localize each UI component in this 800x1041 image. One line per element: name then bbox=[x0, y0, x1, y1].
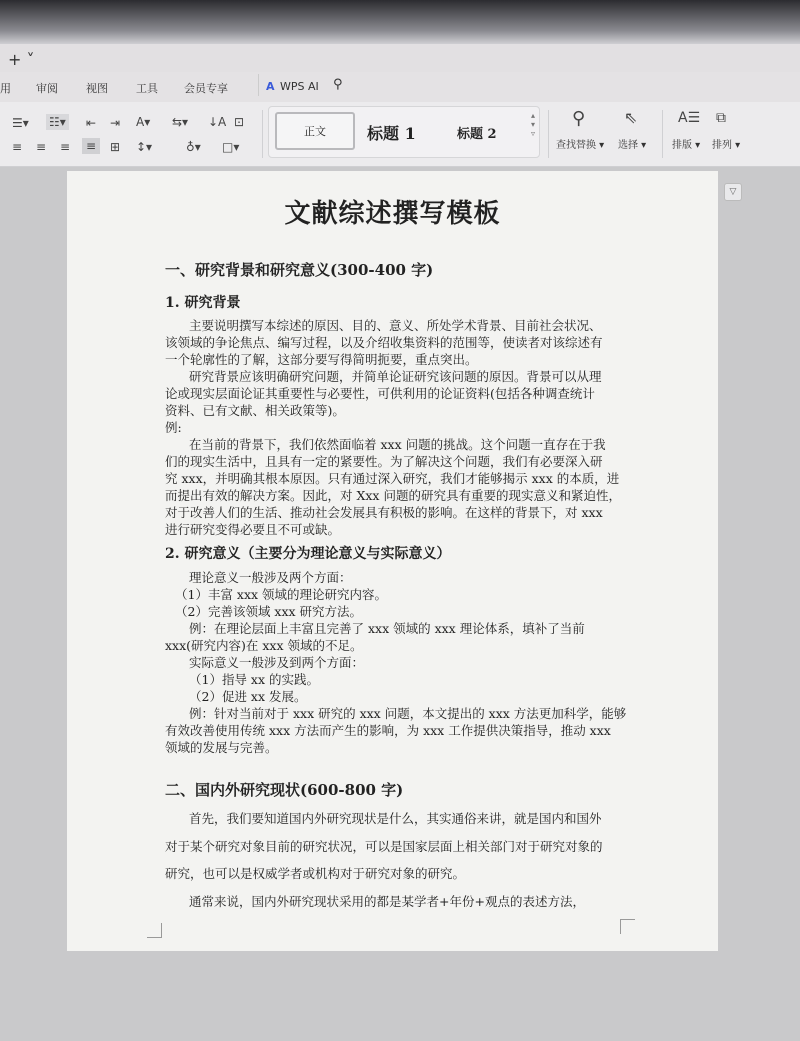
document-title: 文献综述撰写模板 bbox=[284, 199, 501, 229]
gallery-scroll-icon[interactable]: ▴ ▾ ▿ bbox=[530, 111, 535, 138]
layout-icon[interactable]: A☰ bbox=[678, 110, 701, 126]
arrange-icon[interactable]: ⧉ bbox=[716, 110, 726, 126]
significance-paragraphs: 理论意义一般涉及两个方面： （1）丰富 xxx 领域的理论研究内容。 （2）完善该领域 xxx 研究方法。 例：在理论层面上丰富且完善了 xxx 领域的 xxx 理论体系，填补了当前 xxx(研究内容)在 xxx 领域的不足。 实际意义一般涉及到两个方面： （1）指导 xx 的实践。 （2）促进 xx 发展。 例：针对当前对于 xxx 研究的 xxx 问题，本文提出的 xxx 方法更加科学，能够 有效改善使用传统 xxx 方法而产生的影响，为 xxx 工作提供决策指导，推动 xxx 领域的发展与完善。 bbox=[165, 570, 627, 755]
subsection-2-heading: 2. 研究意义（主要分为理论意义与实际意义） bbox=[165, 546, 451, 562]
arrange-button[interactable]: 排列 ▾ bbox=[712, 140, 741, 151]
align-center-icon[interactable]: ≡ bbox=[36, 140, 47, 154]
justify-icon[interactable]: ≡ bbox=[82, 138, 100, 154]
menu-view[interactable]: 视图 bbox=[86, 82, 108, 95]
shading-icon[interactable]: ♁▾ bbox=[186, 140, 201, 154]
wps-ai-logo-icon: A bbox=[266, 80, 275, 93]
decrease-indent-icon[interactable]: ⇤ bbox=[86, 116, 97, 130]
style-heading-1[interactable]: 标题 1 bbox=[367, 124, 416, 143]
style-normal[interactable]: 正文 bbox=[275, 112, 355, 150]
find-icon[interactable]: ⚲ bbox=[572, 108, 586, 129]
select-cursor-icon[interactable]: ⇖ bbox=[624, 108, 638, 127]
font-size-icon[interactable]: A▾ bbox=[136, 115, 151, 129]
section-1-heading: 一、研究背景和研究意义(300-400 字) bbox=[165, 261, 434, 279]
style-heading-2[interactable]: 标题 2 bbox=[457, 127, 497, 142]
menu-tools[interactable]: 工具 bbox=[136, 82, 158, 95]
menu-bar bbox=[0, 72, 800, 102]
menu-review[interactable]: 审阅 bbox=[36, 82, 58, 95]
sort-icon[interactable]: ↓A bbox=[208, 115, 227, 129]
section-2-heading: 二、国内外研究现状(600-800 字) bbox=[165, 781, 404, 799]
collapse-panel-icon[interactable]: ▽ bbox=[724, 183, 742, 201]
increase-indent-icon[interactable]: ⇥ bbox=[110, 116, 121, 130]
new-tab-button[interactable]: + ˅ bbox=[8, 50, 35, 69]
align-left-icon[interactable]: ≡ bbox=[12, 140, 23, 154]
layout-button[interactable]: 排版 ▾ bbox=[672, 140, 701, 151]
show-marks-icon[interactable]: ⊡ bbox=[234, 115, 245, 129]
divider bbox=[662, 110, 663, 158]
tab-bar bbox=[0, 44, 800, 72]
find-replace-button[interactable]: 查找替换 ▾ bbox=[556, 140, 605, 151]
text-direction-icon[interactable]: ⇆▾ bbox=[172, 115, 189, 129]
line-spacing-icon[interactable]: ↕▾ bbox=[136, 140, 153, 154]
distribute-icon[interactable]: ⊞ bbox=[110, 140, 121, 154]
menu-member[interactable]: 会员专享 bbox=[184, 82, 228, 95]
divider bbox=[262, 110, 263, 158]
screen-bezel bbox=[0, 0, 800, 44]
align-right-icon[interactable]: ≡ bbox=[60, 140, 71, 154]
divider bbox=[258, 74, 259, 96]
divider bbox=[548, 110, 549, 158]
select-button[interactable]: 选择 ▾ bbox=[618, 140, 647, 151]
margin-mark bbox=[147, 923, 162, 938]
wps-ai-button[interactable]: WPS AI bbox=[280, 80, 319, 93]
style-gallery bbox=[268, 106, 540, 158]
document-page[interactable] bbox=[67, 171, 718, 951]
border-icon[interactable]: □▾ bbox=[222, 140, 240, 154]
bullet-list-icon[interactable]: ☰▾ bbox=[12, 116, 29, 130]
menu-reference[interactable]: 用 bbox=[0, 82, 11, 95]
margin-mark bbox=[620, 919, 635, 934]
research-status-paragraphs: 首先，我们要知道国内外研究现状是什么，其实通俗来讲，就是国内和国外 对于某个研究对象目前的研究状况，可以是国家层面上相关部门对于研究对象的 研究，也可以是权威学者或机构对于研究对象的研究。 通常来说，国内外研究现状采用的都是某学者+年份+观点的表述方法， bbox=[165, 811, 603, 909]
numbered-list-icon[interactable]: ☷▾ bbox=[46, 114, 69, 130]
subsection-1-heading: 1. 研究背景 bbox=[165, 295, 241, 311]
search-icon[interactable]: ⚲ bbox=[333, 77, 343, 92]
background-paragraphs: 主要说明撰写本综述的原因、目的、意义、所处学术背景、目前社会状况、 该领域的争论焦点、编写过程，以及介绍收集资料的范围等，使读者对该综述有 一个轮廓性的了解，这部分要写得简明扼要，重点突出。 研究背景应该明确研究问题，并简单论证研究该问题的原因。背景可以从理 论或现实层面论证其重要性与必要性，可供利用的论证资料(包括各种调查统计 资料、已有文献、相关政策等)。 例: 在当前的背景下，我们依然面临着 xxx 问题的挑战。这个问题一直存在于我 们的现实生活中，且具有一定的紧要性。为了解决这个问题，我们有必要深入研 究 xxx，并明确其根本原因。只有通过深入研究，我们才能够揭示 xxx 的本质，进 而提出有效的解决方案。因此，对 Xxx 问题的研究具有重要的现实意义和紧迫性， 对于改善人们的生活、推动社会发展具有积极的影响。在这样的背景下，对 xxx 进行研究变得必要且不可或缺。 bbox=[165, 318, 621, 537]
